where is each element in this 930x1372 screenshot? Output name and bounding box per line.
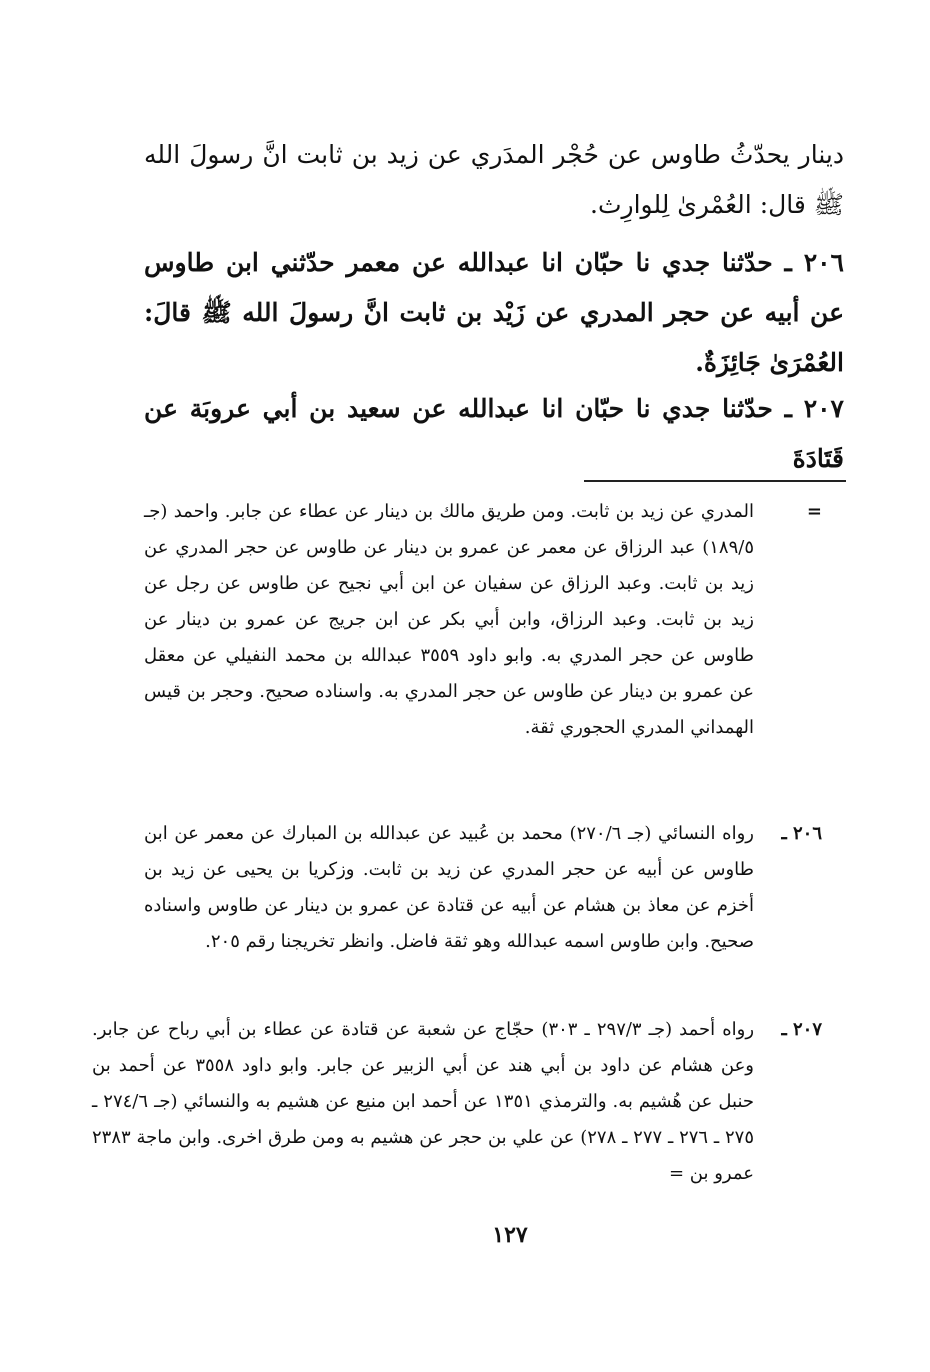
footnote-207 xyxy=(92,1012,822,1192)
footnote-text: المدري عن زيد بن ثابت. ومن طريق مالك بن دينار عن عطاء عن جابر. واحمد (جـ ١٨٩/٥) عبد الرزاق عن معمر عن عمرو بن دينار عن طاوس عن حجر المدري عن زيد بن ثابت. وعبد الرزاق عن سفيان عن ابن أبي نجيح عن طاوس عن رجل عن زيد بن ثابت. وعبد الرزاق، وابن أبي بكر عن ابن جريج عن عمرو بن دينار عن طاوس عن حجر المدري به. وابو داود ٣٥٥٩ عبدالله بن محمد النفيلي عن معقل عن عمرو بن دينار عن طاوس عن حجر المدري به. واسناده صحيح. وحجر بن قيس الهمداني المدري الحجوري ثقة. xyxy=(144,501,754,738)
footnote-marker: ٢٠٦ ـ xyxy=(781,823,822,844)
footnote-text: رواه النسائي (جـ ٢٧٠/٦) محمد بن عُبيد عن عبدالله بن المبارك عن معمر عن ابن طاوس عن أبيه عن حجر المدري عن زيد بن ثابت. وزكريا بن يحيى عن زيد بن أخزم عن معاذ بن هشام عن أبيه عن قتادة عن عمرو بن دينار عن طاوس واسناده صحيح. وابن طاوس اسمه عبدالله وهو ثقة فاضل. وانظر تخريجنا رقم ٢٠٥. xyxy=(144,823,754,952)
footnote-206 xyxy=(144,816,822,960)
footnote-separator xyxy=(584,480,846,482)
hadith-207: ٢٠٧ ـ حدّثنا جدي نا حبّان انا عبدالله عن سعيد بن أبي عروبَة عن قَتَادَةَ xyxy=(144,394,844,473)
main-text-paragraph: دينار يحدّثُ طاوس عن حُجْر المدَري عن زيد بن ثابت انَّ رسولَ الله ﷺ قال: العُمْرىٰ لِلوارِث. xyxy=(144,140,844,219)
hadith-206: ٢٠٦ ـ حدّثنا جدي نا حبّان انا عبدالله عن معمر حدّثني ابن طاوس عن أبيه عن حجر المدري عن زَيْد بن ثابت انَّ رسولَ الله ﷺ قالَ: العُمْرَىٰ جَائِزَةٌ. xyxy=(144,248,844,377)
footnote-marker: ٢٠٧ ـ xyxy=(781,1019,822,1040)
footnote-text: رواه أحمد (جـ ٢٩٧/٣ ـ ٣٠٣) حجّاج عن شعبة عن قتادة عن عطاء بن أبي رباح عن جابر. وعن هشام عن داود بن أبي هند عن أبي الزبير عن جابر. وابو داود ٣٥٥٨ عن أحمد بن حنبل عن هُشيم به. والترمذي ١٣٥١ عن أحمد ابن منيع عن هشيم به والنسائي (جـ ٢٧٤/٦ ـ ٢٧٥ ـ ٢٧٦ ـ ٢٧٧ ـ ٢٧٨) عن علي بن حجر عن هشيم به ومن طرق اخرى. وابن ماجة ٢٣٨٣ عمرو بن = xyxy=(92,1019,755,1184)
footnote-marker: = xyxy=(806,501,822,522)
page-number: ١٢٧ xyxy=(492,1222,528,1248)
footnote-continuation xyxy=(144,494,822,746)
